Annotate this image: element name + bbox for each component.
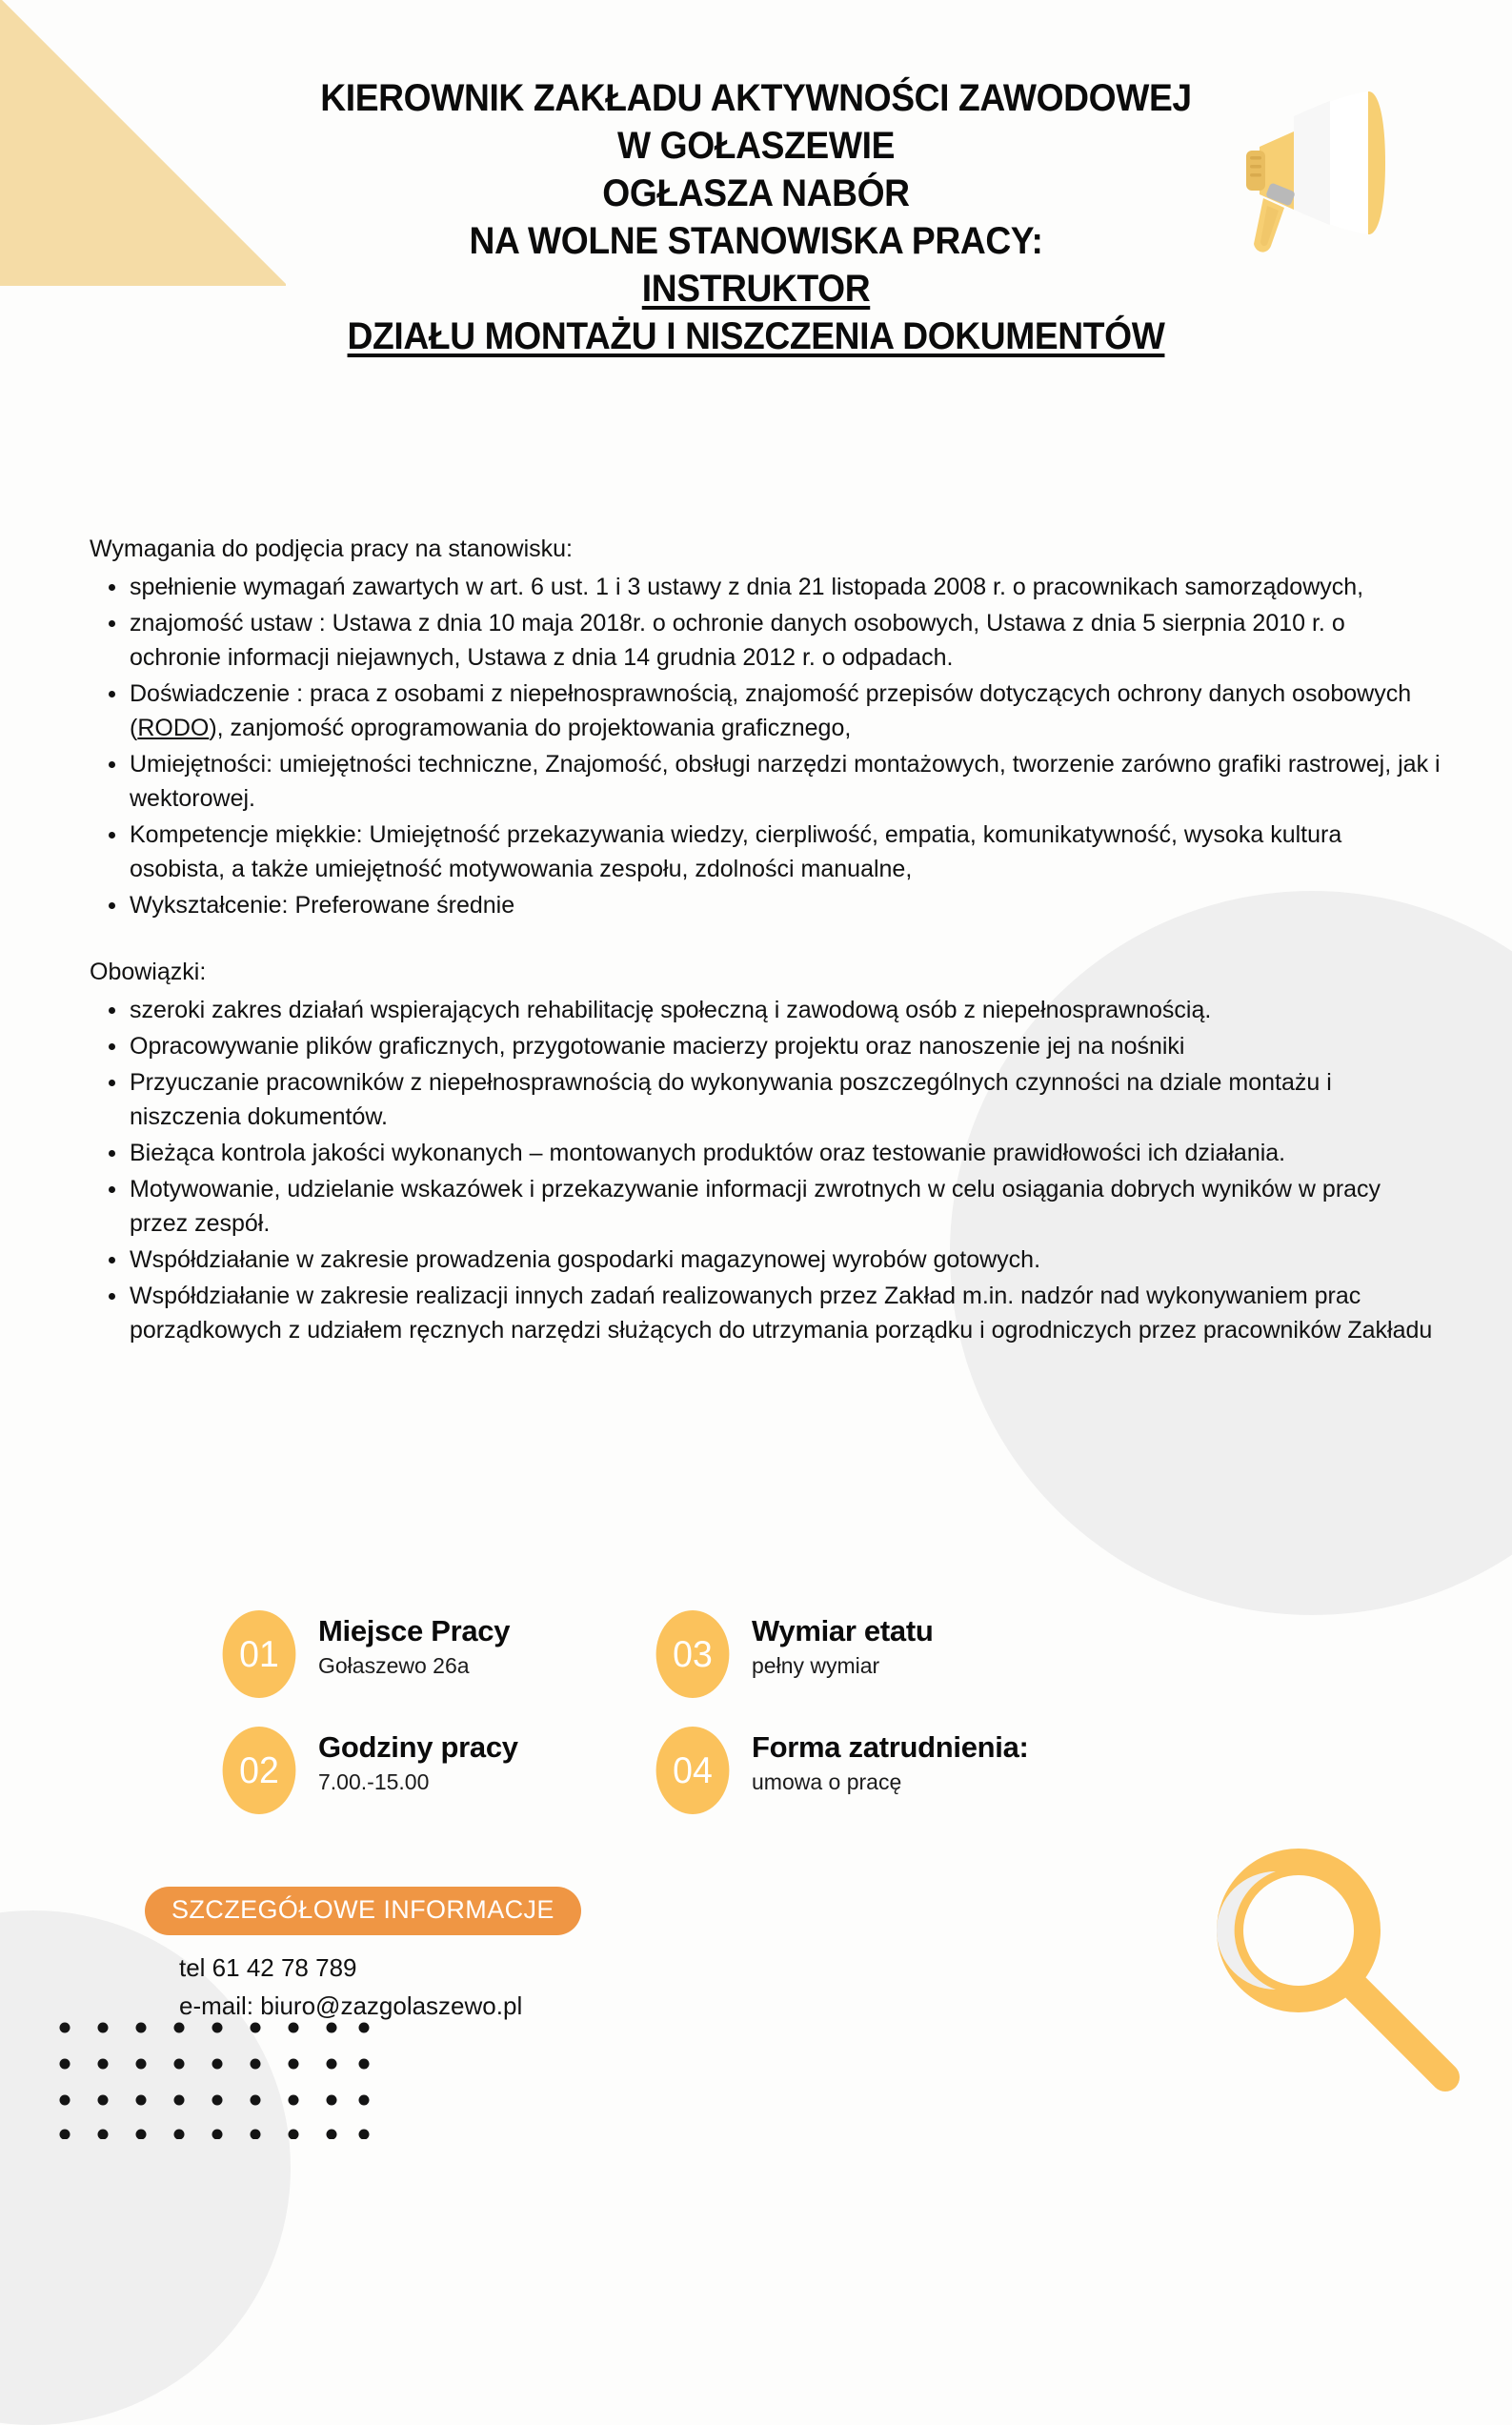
list-item: Umiejętności: umiejętności techniczne, Znajomość, obsługi narzędzi montażowych, tworzenie zarówno grafiki rastrowej, jak i wektorowej.: [90, 747, 1442, 816]
card-value: Gołaszewo 26a: [318, 1653, 470, 1678]
card-value: 7.00.-15.00: [318, 1769, 430, 1794]
poster-body: [90, 534, 1442, 1349]
card-title: Wymiar etatu: [752, 1614, 934, 1647]
list-item: Współdziałanie w zakresie realizacji innych zadań realizowanych przez Zakład m.in. nadzór nad wykonywaniem prac porządkowych z udziałem ręcznych narzędzi służących do utrzymania porządku i ogrodniczych przez pracowników Zakładu: [90, 1279, 1442, 1347]
card-number-badge: 04: [656, 1727, 730, 1814]
header-line-4: NA WOLNE STANOWISKA PRACY:: [469, 220, 1043, 262]
list-item: Bieżąca kontrola jakości wykonanych – montowanych produktów oraz testowanie prawidłowości ich działania.: [90, 1136, 1442, 1170]
duties-title: Obowiązki:: [90, 959, 207, 985]
info-card-01: [221, 1610, 602, 1717]
card-value: pełny wymiar: [752, 1653, 880, 1678]
experience-before: Doświadczenie : praca z osobami z niepełnosprawnością, znajomość przepisów dotyczących ochrony danych osobowych (: [130, 680, 1412, 741]
card-title: Godziny pracy: [318, 1730, 518, 1764]
experience-after: ), zanjomość oprogramowania do projektowania graficznego,: [209, 715, 852, 741]
header-line-3: OGŁASZA NABÓR: [602, 172, 910, 214]
duties-list: [90, 993, 1442, 1347]
list-item: spełnienie wymagań zawartych w art. 6 ust. 1 i 3 ustawy z dnia 21 listopada 2008 r. o pracownikach samorządowych,: [90, 570, 1442, 604]
card-text: [752, 1727, 1029, 1796]
card-text: [318, 1610, 510, 1680]
card-text: [752, 1610, 934, 1680]
details-pill-label: SZCZEGÓŁOWE INFORMACJE: [145, 1887, 581, 1935]
poster-header: [0, 74, 1512, 360]
info-card-02: [221, 1727, 602, 1833]
header-department-line: DZIAŁU MONTAŻU I NISZCZENIA DOKUMENTÓW: [347, 315, 1165, 357]
list-item: Przyuczanie pracowników z niepełnosprawnością do wykonywania poszczególnych czynności na dziale montażu i niszczenia dokumentów.: [90, 1065, 1442, 1134]
contact-phone: tel 61 42 78 789: [179, 1953, 357, 1982]
list-item: Opracowywanie plików graficznych, przygotowanie macierzy projektu oraz nanoszenie jej na nośniki: [90, 1029, 1442, 1063]
list-item: szeroki zakres działań wspierających rehabilitację społeczną i zawodową osób z niepełnosprawnością.: [90, 993, 1442, 1027]
list-item: Współdziałanie w zakresie prowadzenia gospodarki magazynowej wyrobów gotowych.: [90, 1243, 1442, 1277]
rodo-underlined: RODO: [137, 715, 210, 741]
list-item-experience: [90, 677, 1442, 745]
contact-lines: [145, 1949, 581, 2025]
header-line-2: W GOŁASZEWIE: [616, 125, 896, 167]
magnifier-icon: [1205, 1839, 1467, 2101]
list-item: Motywowanie, udzielanie wskazówek i przekazywanie informacji zwrotnych w celu osiągania dobrych wyników w pracy przez zespół.: [90, 1172, 1442, 1241]
list-item: Kompetencje miękkie: Umiejętność przekazywania wiedzy, cierpliwość, empatia, komunikatywność, wysoka kultura osobista, a także umiejętność motywowania zespołu, zdolności manualne,: [90, 818, 1442, 886]
list-item: Wykształcenie: Preferowane średnie: [90, 888, 1442, 922]
header-line-1: KIEROWNIK ZAKŁADU AKTYWNOŚCI ZAWODOWEJ: [320, 77, 1192, 119]
card-title: Miejsce Pracy: [318, 1614, 511, 1647]
requirements-title: Wymagania do podjęcia pracy na stanowisku:: [90, 536, 573, 562]
info-cards: [221, 1610, 1174, 1833]
card-text: [318, 1727, 518, 1796]
info-card-04: [655, 1727, 1036, 1833]
card-number-badge: 03: [656, 1610, 730, 1698]
contact-section: [145, 1887, 581, 2025]
info-card-03: [655, 1610, 1036, 1717]
dot-grid-icon: [57, 2020, 372, 2144]
card-value: umowa o pracę: [752, 1769, 902, 1794]
requirements-list: [90, 570, 1442, 922]
contact-email: e-mail: biuro@zazgolaszewo.pl: [179, 1991, 523, 2020]
section-spacer: [90, 924, 1442, 957]
card-title: Forma zatrudnienia:: [752, 1730, 1029, 1764]
header-position-line: INSTRUKTOR: [641, 268, 871, 310]
card-number-badge: 01: [223, 1610, 296, 1698]
card-number-badge: 02: [223, 1727, 296, 1814]
list-item: znajomość ustaw : Ustawa z dnia 10 maja 2018r. o ochronie danych osobowych, Ustawa z dnia 5 sierpnia 2010 r. o ochronie informacji niejawnych, Ustawa z dnia 14 grudnia 2012 r. o odpadach.: [90, 606, 1442, 675]
